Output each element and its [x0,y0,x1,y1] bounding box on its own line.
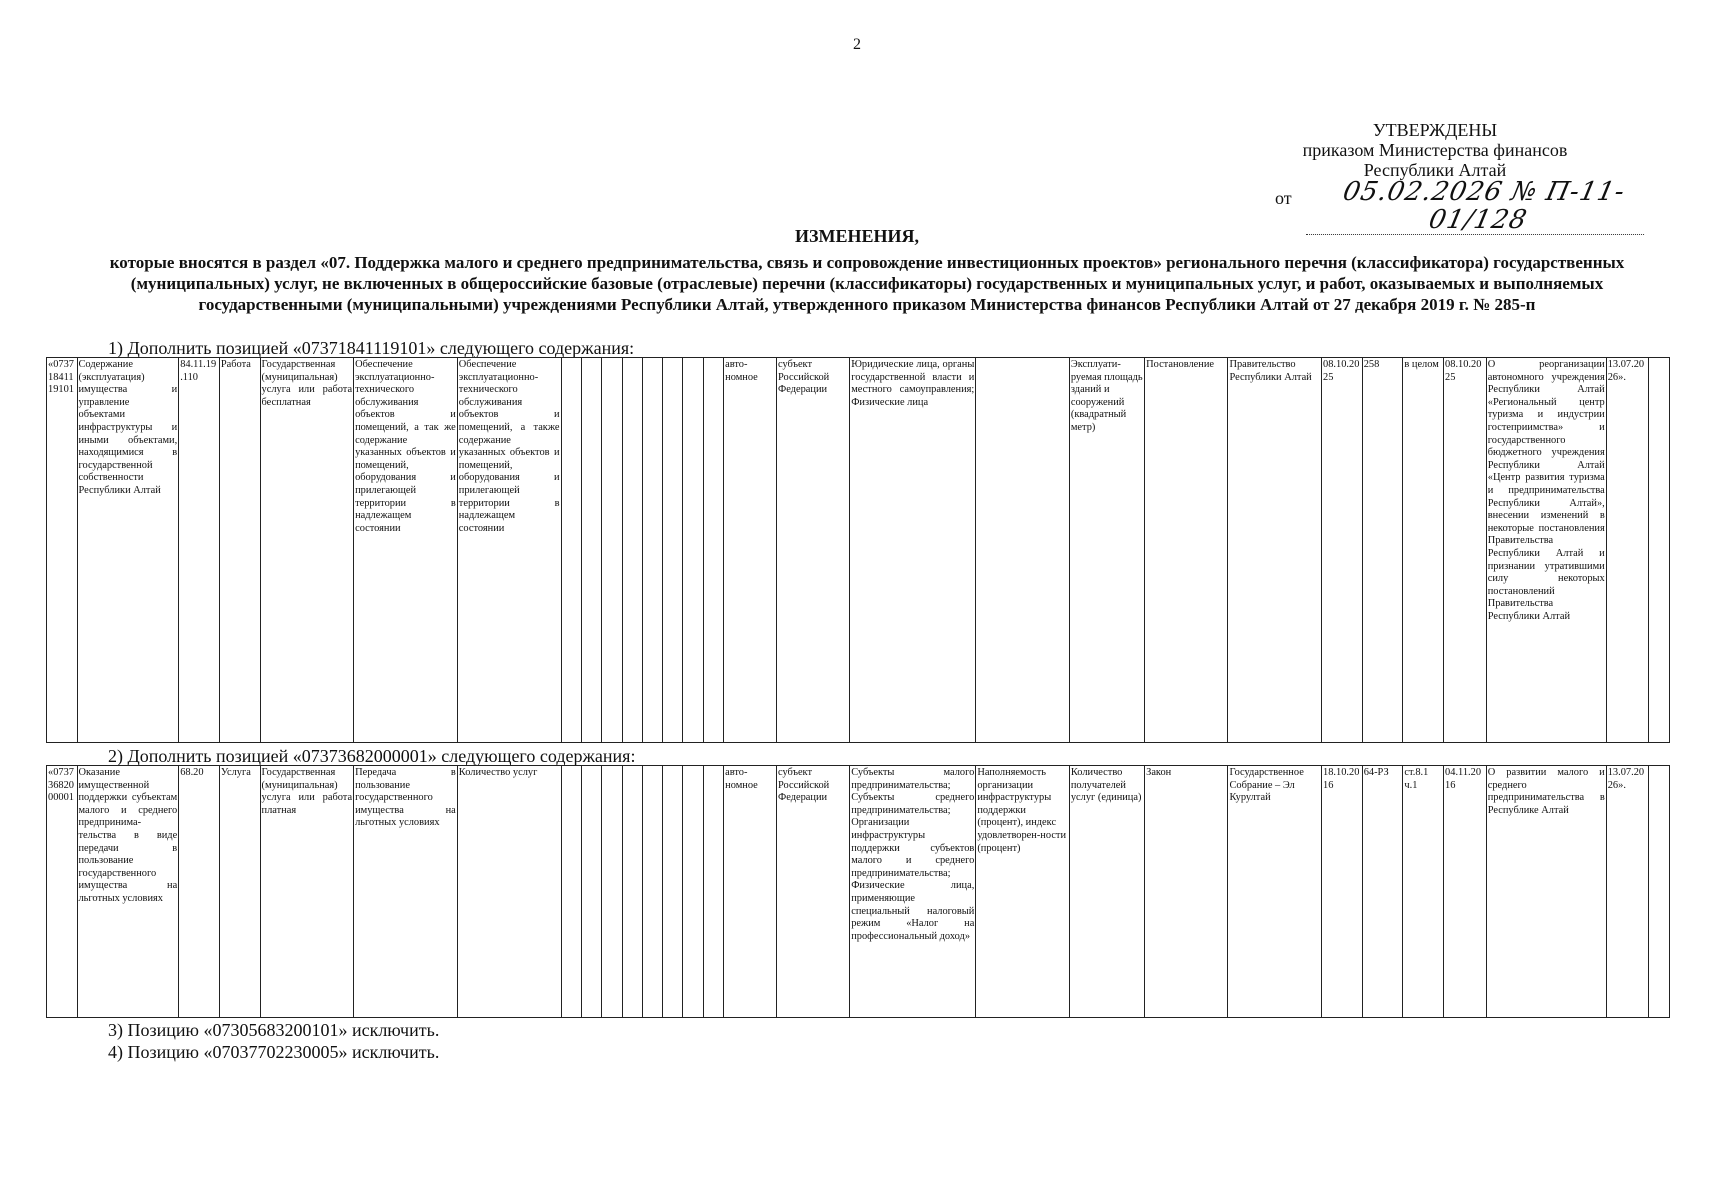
section-4-label: 4) Позицию «07037702230005» исключить. [108,1042,440,1062]
cell-empty [703,358,723,743]
approval-block [1220,120,1650,235]
cell-volume-indicator: Количество получателей услуг (единица) [1069,766,1144,1018]
cell-act-part: ст.8.1 ч.1 [1403,766,1444,1018]
cell-inclusion-date: 13.07.2026». [1606,766,1649,1018]
handwritten-order-number: 05.02.2026 № П-11-01/128 [1306,178,1656,235]
register-table-1 [46,357,1670,743]
cell-okved: 68.20 [179,766,220,1018]
cell-empty [642,358,662,743]
approval-from-label: от [1275,188,1292,208]
cell-quality-indicator [976,358,1070,743]
cell-category: Государственная (муниципальная) услуга или работа бесплатная [260,358,354,743]
section-3-label: 3) Позицию «07305683200101» исключить. [108,1020,440,1040]
cell-content-1: Обеспечение эксплуатационно-технического обслуживания объектов и помещений, а так же содержание указанных объектов и помещений, оборудования и прилегающей территории в надлежащем состоянии [354,358,458,743]
cell-empty [1649,766,1670,1018]
cell-code: «07371841119101 [47,358,78,743]
cell-act-date: 08.10.2025 [1322,358,1363,743]
section-2-label: 2) Дополнить позицией «07373682000001» следующего содержания: [108,746,636,766]
cell-effective-date: 08.10.2025 [1444,358,1487,743]
cell-content-2: Обеспечение эксплуатационно-технического обслуживания объектов и помещений, а также содержание указанных объектов и помещений, оборудования и прилегающей территории в надлежащем состоянии [457,358,561,743]
cell-quality-indicator: Наполняемость организации инфраструктуры поддержки (процент), индекс удовлетворен-ности (процент) [976,766,1070,1018]
cell-empty [663,766,683,1018]
cell-act-date: 18.10.2016 [1322,766,1363,1018]
cell-empty [1649,358,1670,743]
cell-act-name: О развитии малого и среднего предпринимательства в Республике Алтай [1486,766,1606,1018]
section-1-label: 1) Дополнить позицией «07371841119101» следующего содержания: [108,338,635,358]
cell-act-body: Государственное Собрание – Эл Курултай [1228,766,1322,1018]
cell-consumers: Субъекты малого предпринимательства; Субъекты среднего предпринимательства; Организации инфраструктуры поддержки субъектов малого и среднего предпринимательства; Физические лица, применяющие специальный налоговый режим «Налог на профессиональный доход» [850,766,976,1018]
cell-empty [581,358,601,743]
cell-inclusion-date: 13.07.2026». [1606,358,1649,743]
cell-act-name: О реорганизации автономного учреждения Республики Алтай «Региональный центр туризма и индустрии гостеприимства» и государственного бюджетного учреждения Республики Алтай «Центр развития туризма и предпринимательства Республики Алтай», внесении изменений в некоторые постановления Правительства Республики Алтай и признании утратившими силу некоторых постановлений Правительства Республики Алтай [1486,358,1606,743]
cell-act-type: Закон [1145,766,1228,1018]
cell-name: Содержание (эксплуатация) имущества и управление объектами инфраструктуры и иными объектами, находящимися в государственной собственности Республики Алтай [77,358,179,743]
cell-content-2: Количество услуг [457,766,561,1018]
cell-empty [561,766,581,1018]
cell-empty [683,766,703,1018]
cell-authority-level: субъект Российской Федерации [777,766,850,1018]
cell-empty [663,358,683,743]
approval-signature-line [1220,177,1650,235]
cell-empty [622,358,642,743]
cell-empty [602,766,622,1018]
cell-code: «07373682000001 [47,766,78,1018]
cell-consumers: Юридические лица, органы государственной власти и местного самоуправления; Физические лица [850,358,976,743]
table-row [47,358,1670,743]
cell-effective-date: 04.11.2016 [1444,766,1487,1018]
cell-category: Государственная (муниципальная) услуга или работа платная [260,766,354,1018]
cell-empty [642,766,662,1018]
cell-empty [622,766,642,1018]
cell-act-type: Постановление [1145,358,1228,743]
cell-act-number: 64-РЗ [1362,766,1403,1018]
cell-authority-level: субъект Российской Федерации [777,358,850,743]
cell-empty [561,358,581,743]
approval-heading: УТВЕРЖДЕНЫ [1372,120,1498,140]
cell-act-number: 258 [1362,358,1403,743]
approval-line: Республики Алтай [1363,160,1507,180]
document-subtitle: которые вносятся в раздел «07. Поддержка малого и среднего предпринимательства, связь и сопровождение инвестиционных проектов» регионального перечня (классификатора) государственных (муниципальных) услуг, не включенных в общероссийские базовые (отраслевые) перечни (классификаторы) государственных и муниципальных услуг, и работ, оказываемых и выполняемых государственными (муниципальными) учреждениями Республики Алтай, утвержденного приказом Министерства финансов Республики Алтай от 27 декабря 2019 г. № 285-п [109,253,1625,314]
cell-act-part: в целом [1403,358,1444,743]
register-table-2 [46,765,1670,1018]
cell-institution-type: авто-номное [724,358,777,743]
cell-empty [703,766,723,1018]
cell-institution-type: авто-номное [724,766,777,1018]
cell-kind: Услуга [219,766,260,1018]
cell-act-body: Правительство Республики Алтай [1228,358,1322,743]
cell-volume-indicator: Эксплуати-руемая площадь зданий и сооружений (квадратный метр) [1069,358,1144,743]
approval-line: приказом Министерства финансов [1302,140,1568,160]
document-title: ИЗМЕНЕНИЯ, [794,226,919,246]
cell-kind: Работа [219,358,260,743]
cell-name: Оказание имущественной поддержки субъектам малого и среднего предпринима-тельства в виде передачи в пользование государственного имущества на льготных условиях [77,766,179,1018]
cell-empty [683,358,703,743]
cell-okved: 84.11.19.110 [179,358,220,743]
cell-empty [581,766,601,1018]
cell-content-1: Передача в пользование государственного имущества на льготных условиях [354,766,458,1018]
table-row [47,766,1670,1018]
page-number: 2 [853,36,861,53]
cell-empty [602,358,622,743]
